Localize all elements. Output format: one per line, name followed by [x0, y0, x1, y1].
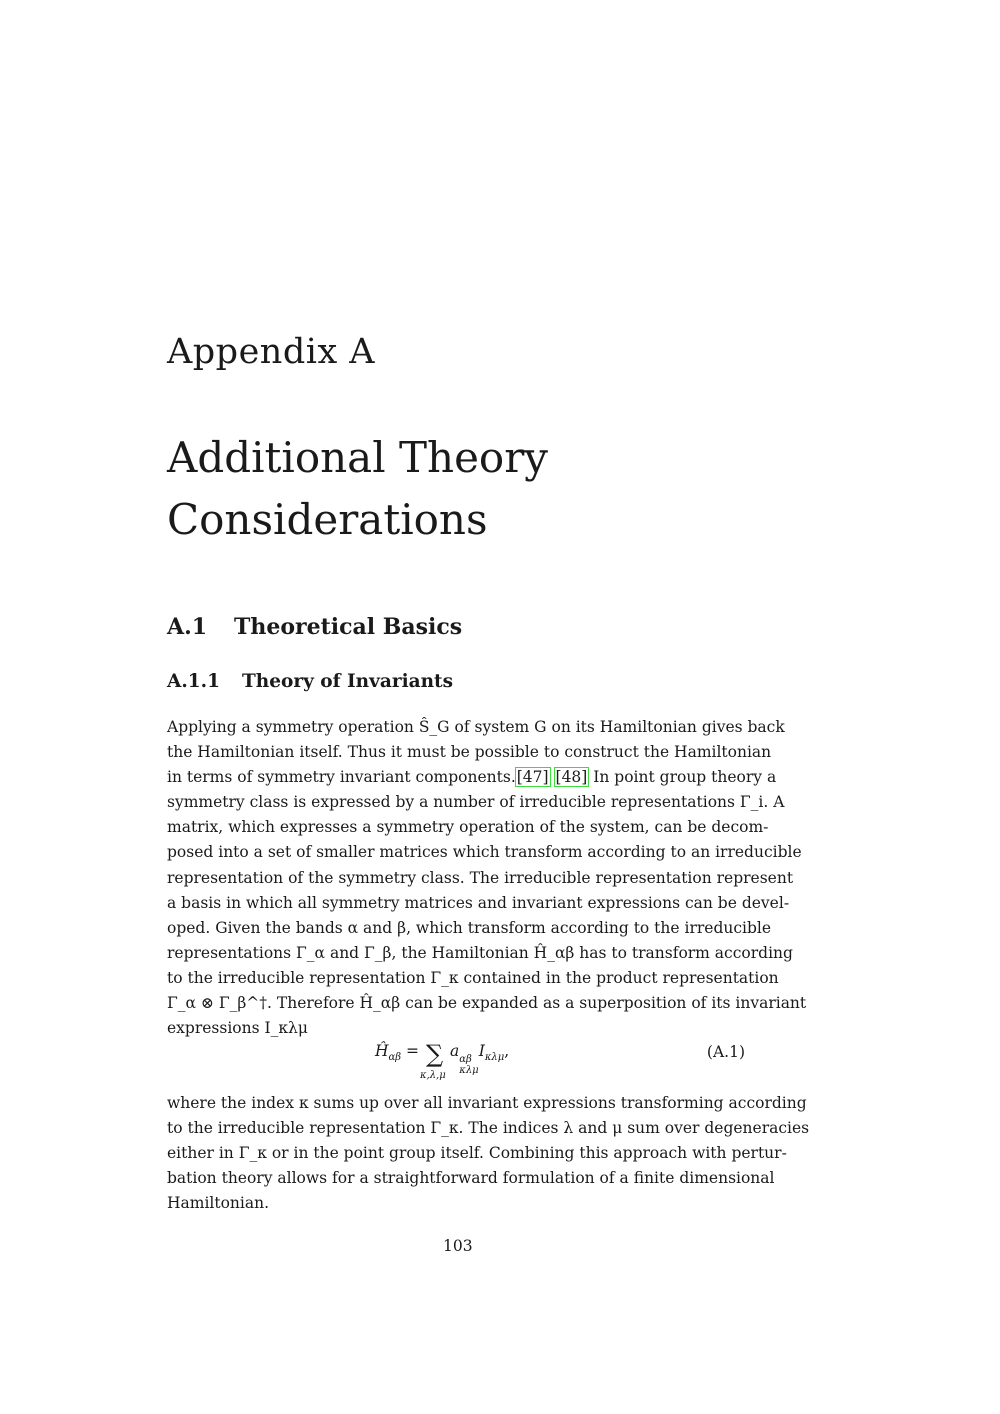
text-line: where the index κ sums up over all invariant expressions transforming according	[167, 1094, 807, 1112]
section-heading	[167, 614, 462, 640]
eq-coef-sub: κλμ	[459, 1065, 479, 1076]
sum-limits: κ,λ,μ	[419, 1070, 446, 1081]
page-number: 103	[443, 1237, 473, 1255]
text-line: the Hamiltonian itself. Thus it must be possible to construct the Hamiltonian	[167, 743, 772, 762]
paragraph-1	[167, 715, 807, 1041]
chapter-title-line-1: Additional Theory	[167, 433, 549, 482]
eq-term: I	[478, 1042, 485, 1060]
citation-link[interactable]: [47]	[516, 768, 549, 787]
equation-a1	[167, 1040, 745, 1086]
section-number: A.1	[167, 614, 208, 640]
text-line: bation theory allows for a straightforward formulation of a finite dimensional	[167, 1169, 775, 1188]
text-line: representations Γ_α and Γ_β, the Hamiltonian Ĥ_αβ has to transform according	[167, 943, 793, 962]
paragraph-2	[167, 1091, 810, 1216]
text-line: Applying a symmetry operation Ŝ_G of system G on its Hamiltonian gives back	[167, 718, 785, 736]
equation-body	[375, 1040, 510, 1081]
equation-number: (A.1)	[706, 1043, 745, 1061]
eq-trail: ,	[504, 1042, 510, 1060]
eq-equals: =	[406, 1042, 420, 1060]
eq-lhs: Ĥ	[375, 1042, 389, 1060]
text-line: to the irreducible representation Γ_κ contained in the product representation	[167, 968, 779, 987]
citation-link[interactable]: [48]	[555, 768, 588, 787]
text-line: symmetry class is expressed by a number of irreducible representations Γ_i. A	[167, 793, 785, 812]
text-line: a basis in which all symmetry matrices and invariant expressions can be devel-	[167, 893, 790, 912]
section-title: Theoretical Basics	[234, 614, 463, 640]
sum-glyph: ∑	[425, 1040, 444, 1068]
text-line: expressions I_κλμ	[167, 1019, 308, 1038]
text-line: Hamiltonian.	[167, 1194, 270, 1213]
subsection-number: A.1.1	[167, 671, 220, 692]
sum-symbol	[419, 1040, 446, 1081]
text-line: oped. Given the bands α and β, which transform according to the irreducible	[167, 918, 772, 937]
chapter-title-line-2: Considerations	[167, 495, 488, 544]
chapter-title	[167, 427, 548, 551]
text-line: posed into a set of smaller matrices which transform according to an irreducible	[167, 843, 802, 862]
text-line: representation of the symmetry class. The irreducible representation represent	[167, 868, 794, 887]
text-line: matrix, which expresses a symmetry operation of the system, can be decom-	[167, 818, 769, 837]
text-line: either in Γ_κ or in the point group itself. Combining this approach with pertur-	[167, 1144, 787, 1163]
text-line: in terms of symmetry invariant components.[47] [48] In point group theory a	[167, 768, 777, 787]
eq-coef-sup: αβ	[459, 1054, 472, 1065]
eq-coef: a	[450, 1042, 460, 1060]
eq-term-sub: κλμ	[484, 1052, 505, 1064]
subsection-heading	[167, 671, 453, 692]
text-line: to the irreducible representation Γ_κ. The indices λ and μ sum over degeneracies	[167, 1119, 810, 1138]
eq-lhs-sub: αβ	[388, 1052, 402, 1064]
text-line: Γ_α ⊗ Γ_β^†. Therefore Ĥ_αβ can be expanded as a superposition of its invariant	[167, 994, 807, 1013]
subsection-title: Theory of Invariants	[242, 671, 454, 692]
appendix-label: Appendix A	[167, 332, 376, 372]
